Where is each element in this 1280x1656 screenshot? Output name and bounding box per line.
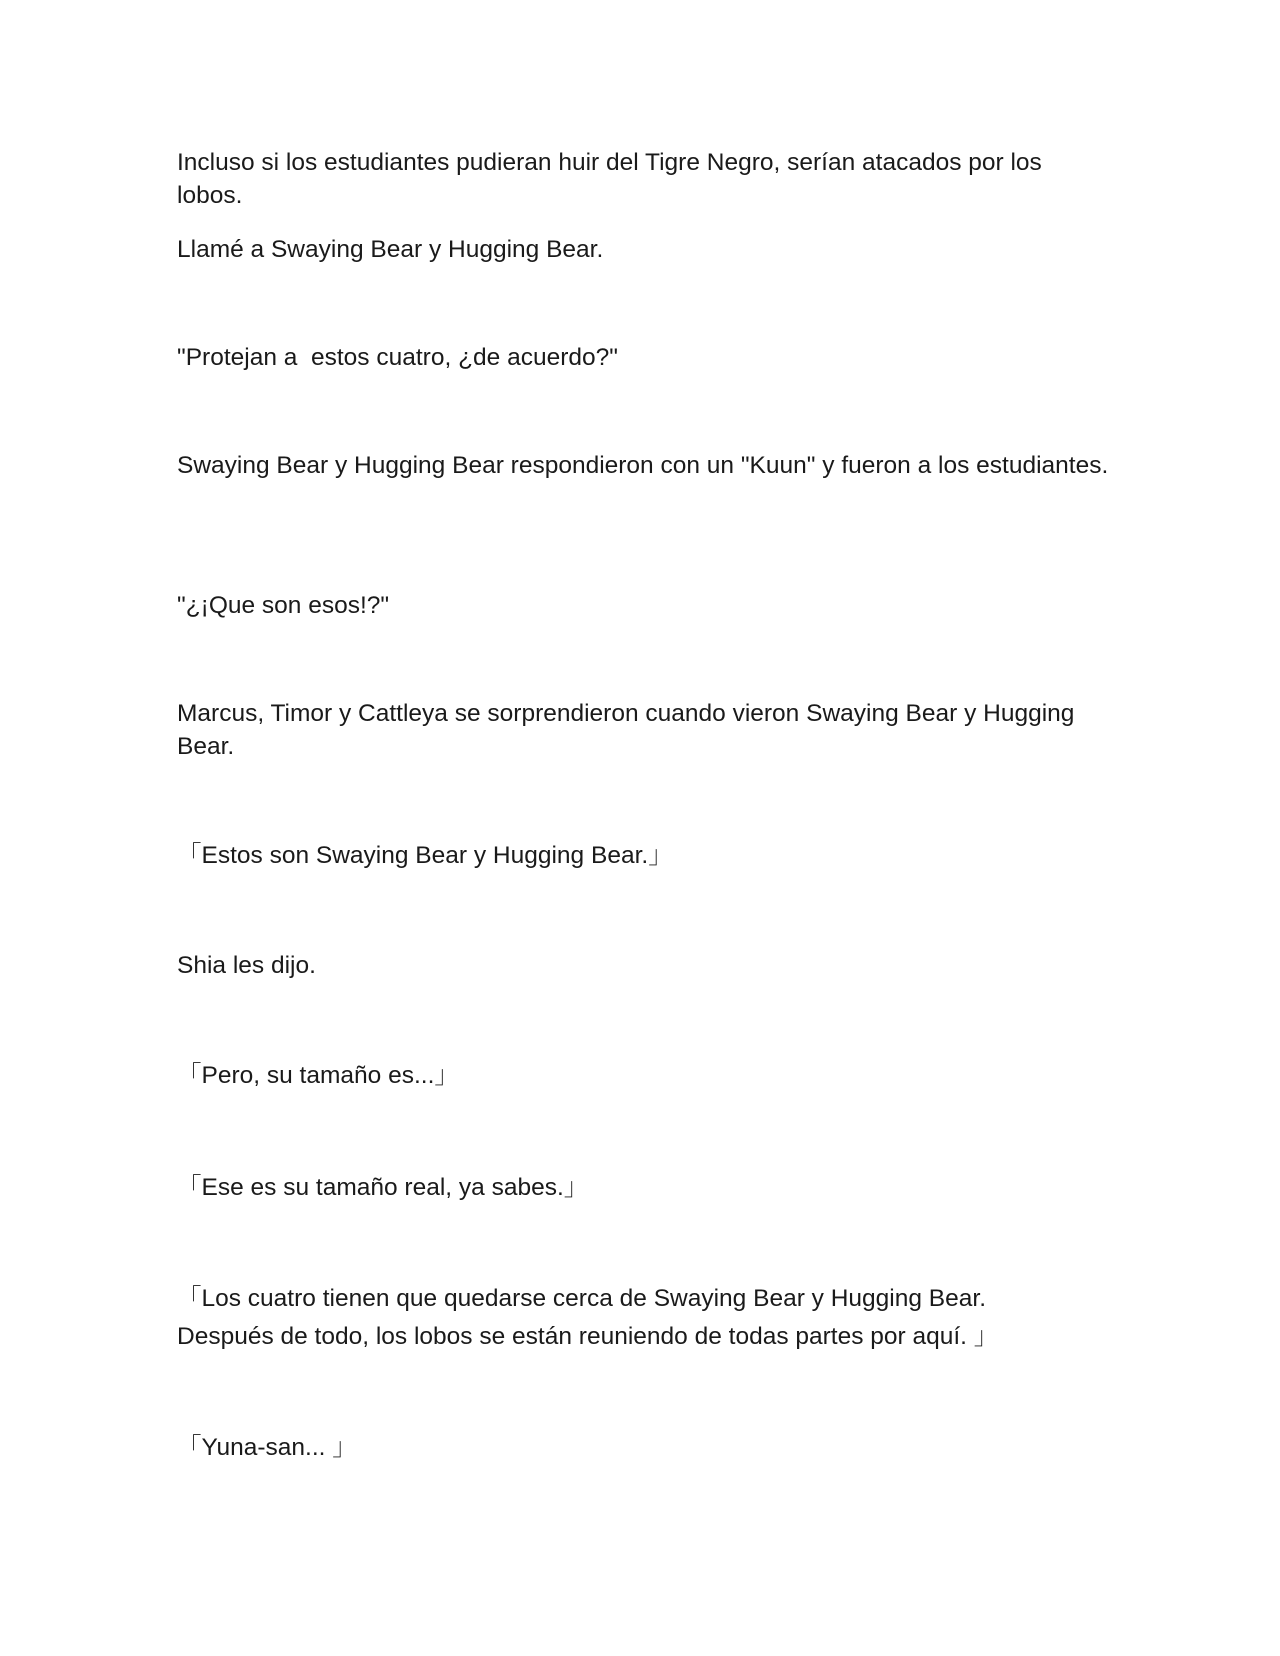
paragraph-3: "Protejan a estos cuatro, ¿de acuerdo?" (177, 344, 618, 371)
paragraph-6: Marcus, Timor y Cattleya se sorprendieron cuando vieron Swaying Bear y Hugging Bear. (177, 700, 1082, 760)
paragraph-9: 「Pero, su tamaño es...」 (177, 1062, 459, 1089)
paragraph-12: 「Yuna-san... 」 (177, 1434, 357, 1461)
paragraph-8: Shia les dijo. (177, 952, 316, 979)
paragraph-11: 「Los cuatro tienen que quedarse cerca de Swaying Bear y Hugging Bear. Después de todo, los lobos se están reuniendo de todas partes por aquí. 」 (177, 1285, 999, 1350)
paragraph-5: "¿¡Que son esos!?" (177, 592, 390, 619)
paragraph-7: 「Estos son Swaying Bear y Hugging Bear.」 (177, 842, 673, 869)
paragraph-2: Llamé a Swaying Bear y Hugging Bear. (177, 236, 604, 263)
paragraph-1: Incluso si los estudiantes pudieran huir del Tigre Negro, serían atacados por los lobos. (177, 149, 1049, 209)
paragraph-10: 「Ese es su tamaño real, ya sabes.」 (177, 1174, 589, 1201)
paragraph-4: Swaying Bear y Hugging Bear respondieron con un "Kuun" y fueron a los estudiantes. (177, 452, 1109, 479)
